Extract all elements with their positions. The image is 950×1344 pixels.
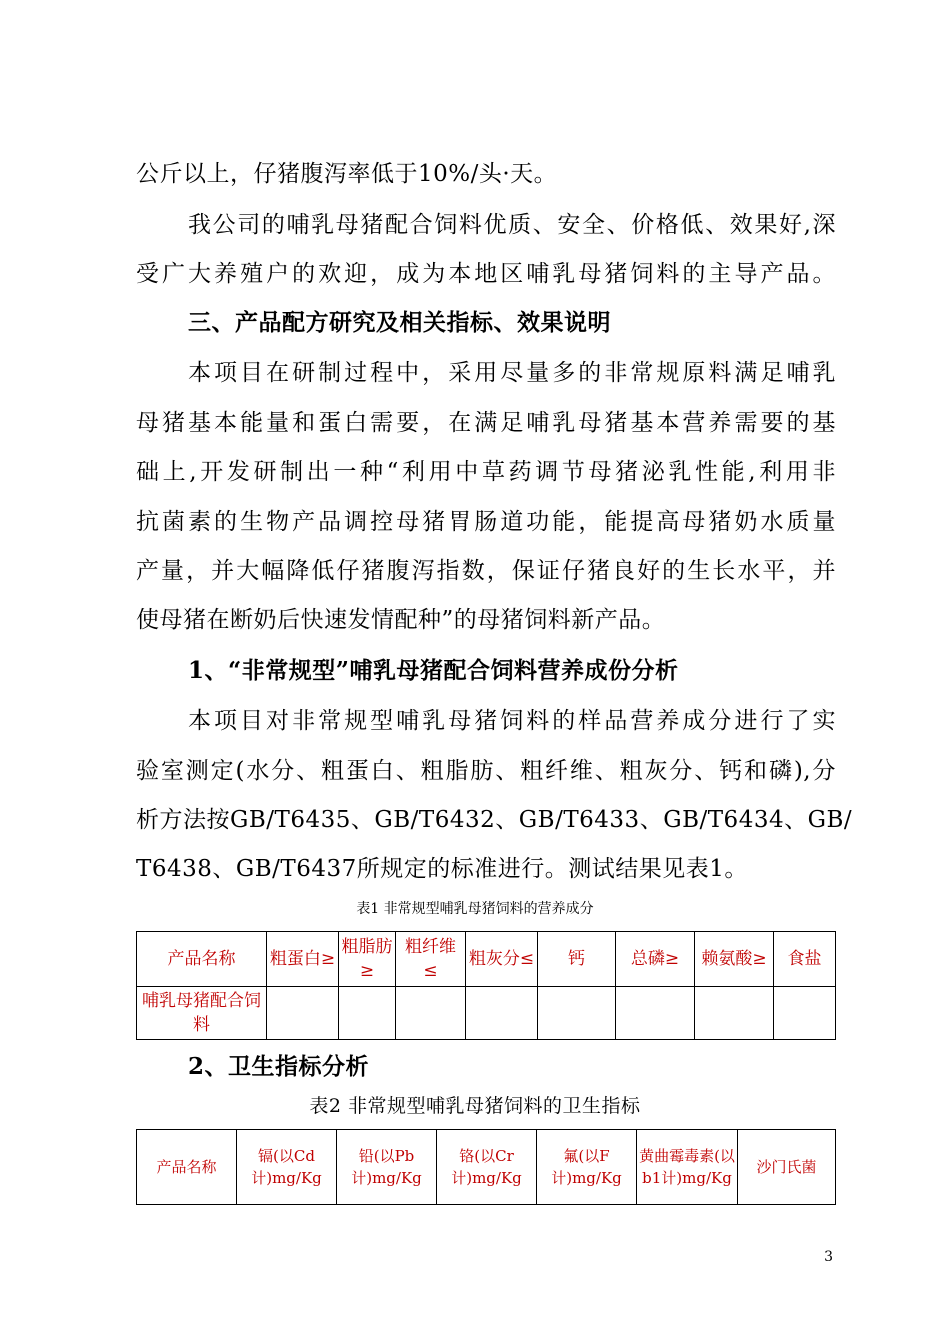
table2-caption: 表2 非常规型哺乳母猪饲料的卫生指标 xyxy=(309,1095,641,1117)
table-cell xyxy=(774,987,836,1040)
hygiene-table xyxy=(136,1129,836,1205)
header-cell: 粗灰分≤ xyxy=(466,932,538,987)
header-cell: 总磷≥ xyxy=(616,932,695,987)
table-header-row xyxy=(137,932,836,987)
header-cell: 粗脂肪≥ xyxy=(339,932,396,987)
subsection-heading: 1、“非常规型”哺乳母猪配合饲料营养成份分析 xyxy=(188,657,679,684)
header-cell: 镉(以Cd计)mg/Kg xyxy=(237,1130,337,1205)
subsection-heading: 2、卫生指标分析 xyxy=(188,1053,370,1080)
text-line: 产量，并大幅降低仔猪腹泻指数，保证仔猪良好的生长水平，并 xyxy=(136,558,836,584)
header-cell: 食盐 xyxy=(774,932,836,987)
text-line: 析方法按GB/T6435、GB/T6432、GB/T6433、GB/T6434、GB/ xyxy=(136,807,853,833)
text-line: 抗菌素的生物产品调控母猪胃肠道功能，能提高母猪奶水质量 xyxy=(136,509,836,535)
header-cell: 粗蛋白≥ xyxy=(267,932,339,987)
table-cell xyxy=(466,987,538,1040)
header-cell: 沙门氏菌 xyxy=(738,1130,836,1205)
row-name-cell: 哺乳母猪配合饲料 xyxy=(137,987,267,1040)
text-line: 公斤以上，仔猪腹泻率低于10%/头·天。 xyxy=(136,161,558,187)
text-line: 础上,开发研制出一种“利用中草药调节母猪泌乳性能,利用非 xyxy=(136,459,836,485)
section-heading: 三、产品配方研究及相关指标、效果说明 xyxy=(188,309,611,336)
table-cell xyxy=(538,987,616,1040)
header-cell: 铅(以Pb计)mg/Kg xyxy=(337,1130,437,1205)
table-cell xyxy=(339,987,396,1040)
table-header-row xyxy=(137,1130,836,1205)
table-row xyxy=(137,987,836,1040)
text-line: T6438、GB/T6437所规定的标准进行。测试结果见表1。 xyxy=(136,856,748,882)
header-cell: 钙 xyxy=(538,932,616,987)
header-cell: 氟(以F计)mg/Kg xyxy=(537,1130,637,1205)
header-cell: 产品名称 xyxy=(137,932,267,987)
text-line: 本项目在研制过程中，采用尽量多的非常规原料满足哺乳 xyxy=(188,360,836,386)
table-cell xyxy=(616,987,695,1040)
header-cell: 粗纤维≤ xyxy=(396,932,466,987)
table-cell xyxy=(695,987,774,1040)
header-cell: 产品名称 xyxy=(137,1130,237,1205)
page-number: 3 xyxy=(824,1249,833,1265)
table1-caption: 表1 非常规型哺乳母猪饲料的营养成分 xyxy=(356,901,594,917)
text-line: 母猪基本能量和蛋白需要，在满足哺乳母猪基本营养需要的基 xyxy=(136,410,836,436)
table-cell xyxy=(267,987,339,1040)
table-cell xyxy=(396,987,466,1040)
header-cell: 赖氨酸≥ xyxy=(695,932,774,987)
text-line: 受广大养殖户的欢迎，成为本地区哺乳母猪饲料的主导产品。 xyxy=(136,261,836,287)
text-line: 我公司的哺乳母猪配合饲料优质、安全、价格低、效果好,深 xyxy=(188,212,836,238)
nutrition-table xyxy=(136,931,836,1040)
text-line: 验室测定(水分、粗蛋白、粗脂肪、粗纤维、粗灰分、钙和磷),分 xyxy=(136,758,836,784)
header-cell: 铬(以Cr计)mg/Kg xyxy=(437,1130,537,1205)
text-line: 本项目对非常规型哺乳母猪饲料的样品营养成分进行了实 xyxy=(188,708,836,734)
header-cell: 黄曲霉毒素(以b1计)mg/Kg xyxy=(637,1130,738,1205)
text-line: 使母猪在断奶后快速发情配种”的母猪饲料新产品。 xyxy=(136,607,666,633)
